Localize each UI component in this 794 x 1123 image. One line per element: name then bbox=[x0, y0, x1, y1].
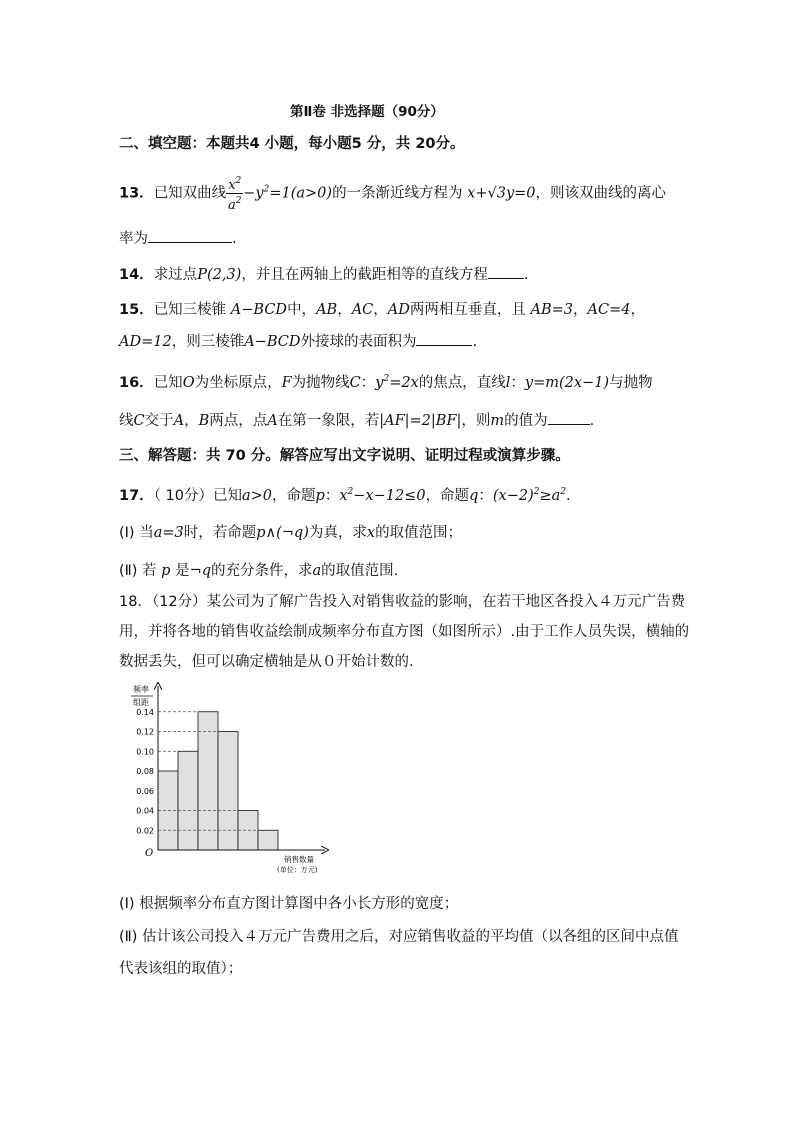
q13-blank bbox=[148, 228, 232, 243]
q13-equation-rest: =1(a>0) bbox=[269, 185, 333, 202]
q17-number: 17． bbox=[119, 488, 154, 504]
x-label: 销售数量 bbox=[284, 855, 314, 864]
q13-line2: 率为 bbox=[119, 231, 148, 247]
q17-part1-text-c: 为真，求 bbox=[308, 525, 367, 541]
section-title: 第Ⅱ卷 非选择题（90分） bbox=[290, 104, 444, 120]
q15-text-a: 已知三棱锥 bbox=[153, 302, 227, 318]
question-18-part1: (Ⅰ) 根据频率分布直方图计算图中各小长方形的宽度； bbox=[119, 896, 459, 912]
q17-part2-nq: ¬q bbox=[189, 563, 212, 579]
q17-part2-a: a bbox=[312, 563, 322, 579]
y-tick-label: 0.04 bbox=[136, 806, 154, 816]
q16-text-e: 的焦点，直线 bbox=[418, 375, 506, 391]
q15-number: 15． bbox=[119, 302, 154, 318]
q17-text-a: 已知 bbox=[213, 488, 242, 504]
q14-number: 14． bbox=[119, 267, 154, 283]
q17-part2-text-c: 的充分条件，求 bbox=[211, 563, 313, 579]
q16-text-b: 为坐标原点， bbox=[194, 375, 282, 391]
q17-part1-text-b: 时，若命题 bbox=[183, 525, 257, 541]
q16-focus: F bbox=[281, 375, 292, 391]
question-18-part2-line1: (Ⅱ) 估计该公司投入４万元广告费用之后，对应销售收益的平均值（以各组的区间中点值 bbox=[119, 929, 679, 945]
q16-text-d: ： bbox=[360, 375, 376, 391]
question-15-line2: AD=12，则三棱锥A−BCD外接球的表面积为 . bbox=[119, 331, 477, 352]
q17-ineq-q-rest: ≥a bbox=[539, 488, 561, 504]
q16-number: 16． bbox=[119, 375, 154, 391]
y-tick-label: 0.06 bbox=[136, 786, 154, 796]
q15-blank bbox=[416, 331, 472, 346]
q16-line-eq: y=m(2x−1) bbox=[524, 375, 610, 391]
q17-part2-text-d: 的取值范围. bbox=[321, 563, 399, 579]
q15-ad-value: AD=12 bbox=[119, 334, 172, 350]
q17-part1-label: (Ⅰ) 当 bbox=[119, 525, 154, 541]
q16-text-f: ： bbox=[510, 375, 525, 391]
question-13-line2: 率为 . bbox=[119, 228, 237, 249]
y-label-top: 频率 bbox=[133, 685, 149, 694]
q17-text-e: ： bbox=[478, 488, 493, 504]
q15-ac: AC bbox=[351, 302, 374, 318]
histogram-bar-4 bbox=[218, 732, 238, 851]
question-18-line2: 用，并将各地的销售收益绘制成频率分布直方图（如图所示）.由于工作人员失误，横轴的 bbox=[119, 624, 690, 640]
question-17: 17．（ 10分）已知a>0，命题p：$x^2-x-12\le 0$，命题q：$(x-2)^2\ge a^2$. bbox=[119, 487, 571, 504]
q13-text: 已知双曲线 bbox=[153, 185, 227, 202]
q16-parabola-rest: =2x bbox=[389, 375, 419, 391]
question-13: 13．已知双曲线 $\frac{x^2}{a^2}$ $-y^2=1(a>0)$的一条渐近线方程为 x+√3y=0，则该双曲线的离心 bbox=[119, 176, 667, 213]
q16-text-g: 与抛物 bbox=[609, 375, 653, 391]
q13-asymptote: x+√3y=0 bbox=[467, 185, 536, 202]
q16-point-a-2: A bbox=[267, 413, 278, 429]
q16-text-l: ，则 bbox=[461, 413, 491, 429]
q16-point-b: B bbox=[198, 413, 210, 429]
q16-curve: C bbox=[349, 375, 361, 391]
histogram-bar-6 bbox=[258, 830, 278, 850]
q17-part1-text-d: 的取值范围； bbox=[375, 525, 463, 541]
q15-ab-value: AB=3 bbox=[530, 302, 574, 318]
q16-text-j: 两点，点 bbox=[209, 413, 268, 429]
q16-origin: O bbox=[182, 375, 195, 391]
q17-ineq-p: x bbox=[339, 488, 348, 504]
histogram-bar-2 bbox=[178, 751, 198, 850]
q14-text: 求过点 bbox=[153, 267, 198, 283]
q14-point: P(2,3) bbox=[197, 267, 242, 283]
q15-text-e: 外接球的表面积为 bbox=[300, 334, 417, 350]
y-tick-label: 0.12 bbox=[136, 727, 154, 737]
q17-part1-expr: p∧(¬q) bbox=[256, 525, 309, 541]
q13-text-mid: 的一条渐近线方程为 bbox=[332, 185, 463, 202]
question-16: 16．已知O为坐标原点，F为抛物线C：$y^2=2x$的焦点，直线l：y=m(2x−1)与抛物 bbox=[119, 374, 653, 391]
origin-label: O bbox=[145, 848, 154, 859]
q15-tetrahedron-2: A−BCD bbox=[244, 334, 301, 350]
question-18-part2-line2: 代表该组的取值）； bbox=[119, 961, 243, 977]
q13-fraction: $\frac{x^2}{a^2}$ bbox=[227, 176, 242, 213]
y-tick-label: 0.08 bbox=[136, 767, 154, 776]
q15-text-d: ，则三棱锥 bbox=[171, 334, 245, 350]
q13-equation: −y bbox=[243, 185, 264, 202]
q15-ad: AD bbox=[387, 302, 410, 318]
q16-m: m bbox=[490, 413, 505, 429]
q17-part1-a: a=3 bbox=[153, 525, 184, 541]
q16-blank bbox=[548, 410, 590, 425]
q17-ineq-q: (x−2) bbox=[492, 488, 534, 504]
histogram-bar-3 bbox=[198, 712, 218, 850]
q17-part1-x: x bbox=[366, 525, 376, 541]
q17-end: . bbox=[566, 488, 571, 504]
y-tick-label: 0.14 bbox=[136, 707, 154, 717]
q17-text-c: ： bbox=[324, 488, 340, 504]
q15-ab: AB bbox=[316, 302, 338, 318]
q16-point-a: A bbox=[173, 413, 185, 429]
question-17-part1 bbox=[119, 523, 462, 543]
question-18-line3: 数据丢失，但可以确定横轴是从０开始计数的. bbox=[119, 654, 414, 670]
q16-text-a: 已知 bbox=[153, 375, 183, 391]
q13-text-end: ，则该双曲线的离心 bbox=[535, 185, 667, 202]
q17-part2-text-b: 是 bbox=[175, 563, 190, 579]
q16-text-m: 的值为 bbox=[504, 413, 548, 429]
q16-curve-2: C bbox=[133, 413, 145, 429]
q17-text-d: ，命题 bbox=[425, 488, 470, 504]
q16-text-k: 在第一象限，若 bbox=[277, 413, 380, 429]
q15-ac-value: AC=4 bbox=[587, 302, 631, 318]
q16-parabola: y bbox=[375, 375, 384, 391]
question-14: 14．求过点P(2,3)，并且在两轴上的截距相等的直线方程 ． bbox=[119, 264, 538, 285]
y-tick-label: 0.02 bbox=[136, 826, 154, 836]
q14-blank bbox=[488, 264, 524, 279]
q17-q: q bbox=[469, 488, 479, 504]
q16-text-h: 线 bbox=[119, 413, 134, 429]
answer-header: 三、解答题：共 70 分。解答应写出文字说明、证明过程或演算步骤。 bbox=[119, 448, 570, 464]
q16-condition: |AF|=2|BF| bbox=[379, 413, 462, 429]
q16-text-c: 为抛物线 bbox=[291, 375, 350, 391]
question-17-part2 bbox=[119, 561, 398, 581]
q17-part2-p: p bbox=[161, 563, 171, 579]
q13-number: 13． bbox=[119, 185, 154, 202]
q17-part2-label: (Ⅱ) 若 bbox=[119, 563, 157, 579]
x-unit: (单位：万元) bbox=[277, 866, 318, 874]
frequency-histogram bbox=[125, 682, 340, 877]
q14-text-rest: ，并且在两轴上的截距相等的直线方程 bbox=[241, 267, 488, 283]
q15-tetrahedron: A−BCD bbox=[230, 302, 288, 318]
fill-header: 二、填空题：本题共4 小题，每小题5 分，共 20分。 bbox=[119, 136, 465, 152]
q17-text-b: ，命题 bbox=[272, 488, 316, 504]
y-tick-label: 0.10 bbox=[136, 747, 154, 757]
q17-condition: a>0 bbox=[242, 488, 273, 504]
q16-line-name: l bbox=[505, 375, 511, 391]
question-15: 15．已知三棱锥 A−BCD中，AB，AC，AD两两相互垂直，且 AB=3，AC=4， bbox=[119, 302, 645, 318]
q17-score: （ 10分） bbox=[153, 488, 213, 504]
q17-p: p bbox=[315, 488, 325, 504]
y-label-bottom: 组距 bbox=[133, 698, 149, 707]
q15-text-b: 中， bbox=[287, 302, 317, 318]
q15-text-c: 两两相互垂直，且 bbox=[409, 302, 526, 318]
question-18-line1: 18．（12分）某公司为了解广告投入对销售收益的影响，在若干地区各投入４万元广告费 bbox=[119, 594, 686, 610]
q17-ineq-p-rest: −x−12≤0 bbox=[353, 488, 426, 504]
question-16-line2: 线C交于A，B两点，点A在第一象限，若|AF|=2|BF|，则m的值为 . bbox=[119, 410, 594, 431]
q16-text-i: 交于 bbox=[144, 413, 174, 429]
